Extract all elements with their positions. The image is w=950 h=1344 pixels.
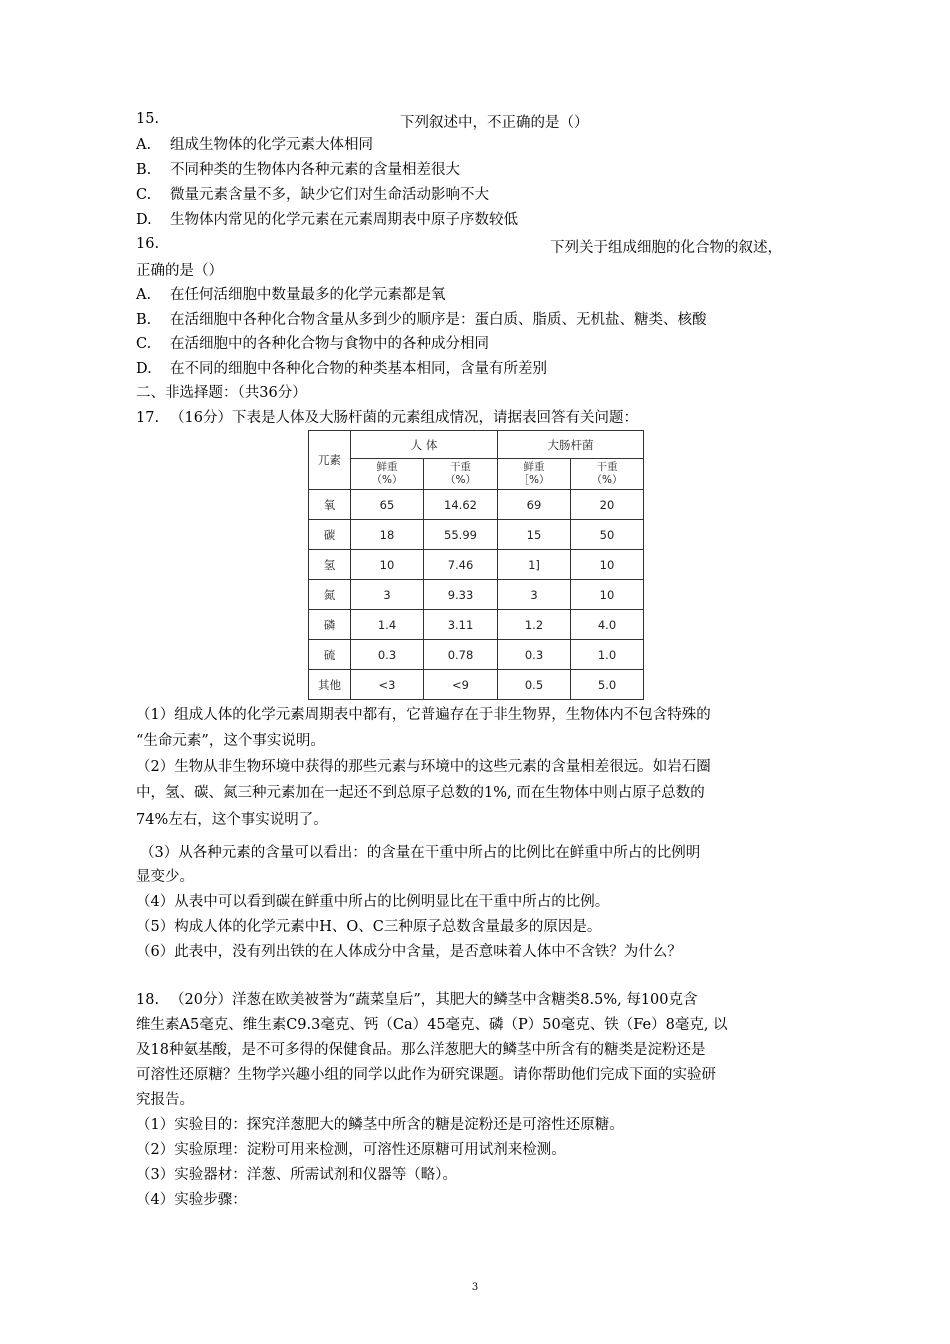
table-cell: 0.5 xyxy=(498,670,571,700)
sub-unit: （%） xyxy=(445,474,476,486)
table-cell: 氮 xyxy=(309,580,351,610)
option-label: A. xyxy=(136,137,152,153)
option-label: D. xyxy=(136,212,152,228)
option-label: B. xyxy=(136,312,152,328)
option-text: 在活细胞中各种化合物含量从多到少的顺序是：蛋白质、脂质、无机盐、糖类、核酸 xyxy=(170,312,707,328)
table-header-ecoli: 大肠杆菌 xyxy=(498,431,644,459)
table-cell: 3.11 xyxy=(424,610,498,640)
q17-part2-cont: 中，氢、碳、氮三种元素加在一起还不到总原子总数的1%, 而在生物体中则占原子总数的 xyxy=(136,785,705,801)
q15-stem: 下列叙述中，不正确的是（） xyxy=(400,115,589,131)
q15-option-a xyxy=(136,135,373,155)
table-cell: 1.2 xyxy=(498,610,571,640)
table-cell: 10 xyxy=(571,550,644,580)
table-cell: 69 xyxy=(498,490,571,520)
q17-part4: （4）从表中可以看到碳在鲜重中所占的比例明显比在干重中所占的比例。 xyxy=(136,894,610,910)
q18-step3: （3）实验器材：洋葱、所需试剂和仪器等（略）。 xyxy=(136,1167,457,1183)
section-heading: 二、非选择题：（共36分） xyxy=(136,385,307,401)
table-cell: 4.0 xyxy=(571,610,644,640)
q15-option-d xyxy=(136,210,518,230)
table-cell: <3 xyxy=(351,670,424,700)
q18-line4: 可溶性还原糖？生物学兴趣小组的同学以此作为研究课题。请你帮助他们完成下面的实验研 xyxy=(136,1067,716,1083)
option-text: 在不同的细胞中各种化合物的种类基本相同，含量有所差别 xyxy=(170,361,547,377)
option-label: C. xyxy=(136,336,152,352)
option-label: C. xyxy=(136,187,152,203)
q18-line2: 维生素A5毫克、维生素C9.3毫克、钙（Ca）45毫克、磷（P）50毫克、铁（Fe）8毫克, 以 xyxy=(136,1017,728,1033)
table-cell: 20 xyxy=(571,490,644,520)
sub-unit: （%） xyxy=(591,474,623,486)
table-cell: 7.46 xyxy=(424,550,498,580)
table-row xyxy=(309,670,644,700)
table-row xyxy=(309,610,644,640)
option-text: 组成生物体的化学元素大体相同 xyxy=(170,137,373,153)
q16-option-c xyxy=(136,334,489,354)
table-cell: 0.3 xyxy=(498,640,571,670)
option-text: 不同种类的生物体内各种元素的含量相差很大 xyxy=(170,162,460,178)
q17-part1-cont: “生命元素”，这个事实说明。 xyxy=(136,733,325,749)
table-cell: 10 xyxy=(571,580,644,610)
table-row xyxy=(309,490,644,520)
table-cell: <9 xyxy=(424,670,498,700)
q18-step1: （1）实验目的：探究洋葱肥大的鳞茎中所含的糖是淀粉还是可溶性还原糖。 xyxy=(136,1117,624,1133)
q16-number: 16. xyxy=(136,236,160,252)
table-cell: 1.0 xyxy=(571,640,644,670)
table-cell: 3 xyxy=(351,580,424,610)
table-cell: 氧 xyxy=(309,490,351,520)
q18-text: （20分）洋葱在欧美被誉为“蔬菜皇后”，其肥大的鳞茎中含糖类8.5%, 每100克含 xyxy=(170,992,698,1008)
table-row xyxy=(309,550,644,580)
option-label: D. xyxy=(136,361,152,377)
table-row xyxy=(309,640,644,670)
option-label: A. xyxy=(136,287,152,303)
table-cell: 65 xyxy=(351,490,424,520)
q18-line3: 及18种氨基酸，是不可多得的保健食品。那么洋葱肥大的鳞茎中所含有的糖类是淀粉还是 xyxy=(136,1042,706,1058)
q15-number: 15. xyxy=(136,111,160,127)
q17-part5: （5）构成人体的化学元素中H、O、C三种原子总数含量最多的原因是。 xyxy=(136,919,602,935)
q16-stem: 下列关于组成细胞的化合物的叙述， xyxy=(550,240,782,256)
table-cell: 氢 xyxy=(309,550,351,580)
table-row xyxy=(309,520,644,550)
sub-unit: （%） xyxy=(371,474,403,486)
q17-part3-cont: 显变少。 xyxy=(136,869,194,885)
sub-label: 鲜重 xyxy=(523,461,545,473)
q16-option-d xyxy=(136,359,547,379)
table-header-human: 人 体 xyxy=(351,431,498,459)
sub-label: 干重 xyxy=(596,461,618,473)
table-cell: 0.78 xyxy=(424,640,498,670)
table-cell: 9.33 xyxy=(424,580,498,610)
q17-part6: （6）此表中，没有列出铁的在人体成分中含量，是否意味着人体中不含铁？为什么？ xyxy=(136,944,682,960)
q17-stem: （16分）下表是人体及大肠杆菌的元素组成情况，请据表回答有关问题： xyxy=(170,410,638,426)
q16-option-b xyxy=(136,310,707,330)
q18-line1 xyxy=(136,990,698,1010)
table-cell: 50 xyxy=(571,520,644,550)
q18-line5: 究报告。 xyxy=(136,1092,194,1108)
q17-part3: （3）从各种元素的含量可以看出：的含量在干重中所占的比例比在鲜重中所占的比例明 xyxy=(140,845,701,861)
q16-stem-continued: 正确的是（） xyxy=(136,263,223,279)
q18-step4: （4）实验步骤： xyxy=(136,1192,247,1208)
q17-part2-cont2: 74%左右，这个事实说明了。 xyxy=(136,812,328,828)
table-cell: 1.4 xyxy=(351,610,424,640)
option-label: B. xyxy=(136,162,152,178)
table-cell: 0.3 xyxy=(351,640,424,670)
table-subheader xyxy=(351,459,424,490)
table-cell: 磷 xyxy=(309,610,351,640)
q17-stem-line xyxy=(136,408,638,428)
option-text: 微量元素含量不多，缺少它们对生命活动影响不大 xyxy=(170,187,489,203)
q17-part1: （1）组成人体的化学元素周期表中都有，它普遍存在于非生物界，生物体内不包含特殊的 xyxy=(136,707,711,723)
element-composition-table xyxy=(308,430,644,700)
q15-option-c xyxy=(136,185,489,205)
table-subheader xyxy=(498,459,571,490)
sub-label: 干重 xyxy=(450,461,471,473)
option-text: 在任何活细胞中数量最多的化学元素都是氧 xyxy=(170,287,446,303)
table-cell: 5.0 xyxy=(571,670,644,700)
q17-number: 17. xyxy=(136,410,160,426)
table-subheader xyxy=(571,459,644,490)
q16-option-a xyxy=(136,285,446,305)
table-header-element: 兀素 xyxy=(309,431,351,490)
table-subheader xyxy=(424,459,498,490)
sub-label: 鲜重 xyxy=(376,461,398,473)
option-text: 在活细胞中的各种化合物与食物中的各种成分相同 xyxy=(170,336,489,352)
q18-step2: （2）实验原理：淀粉可用来检测，可溶性还原糖可用试剂来检测。 xyxy=(136,1142,566,1158)
table-cell: 18 xyxy=(351,520,424,550)
q15-option-b xyxy=(136,160,460,180)
table-cell: 其他 xyxy=(309,670,351,700)
table-cell: 10 xyxy=(351,550,424,580)
table-cell: 1] xyxy=(498,550,571,580)
q17-part2: （2）生物从非生物环境中获得的那些元素与环境中的这些元素的含量相差很远。如岩石圈 xyxy=(136,759,711,775)
table-cell: 55.99 xyxy=(424,520,498,550)
table-cell: 14.62 xyxy=(424,490,498,520)
q18-number: 18. xyxy=(136,992,160,1008)
table-cell: 15 xyxy=(498,520,571,550)
table-row xyxy=(309,580,644,610)
table-cell: 硫 xyxy=(309,640,351,670)
sub-unit: ［%） xyxy=(518,474,550,486)
option-text: 生物体内常见的化学元素在元素周期表中原子序数较低 xyxy=(170,212,518,228)
page-number: 3 xyxy=(471,1282,479,1293)
table-cell: 3 xyxy=(498,580,571,610)
table-cell: 碳 xyxy=(309,520,351,550)
